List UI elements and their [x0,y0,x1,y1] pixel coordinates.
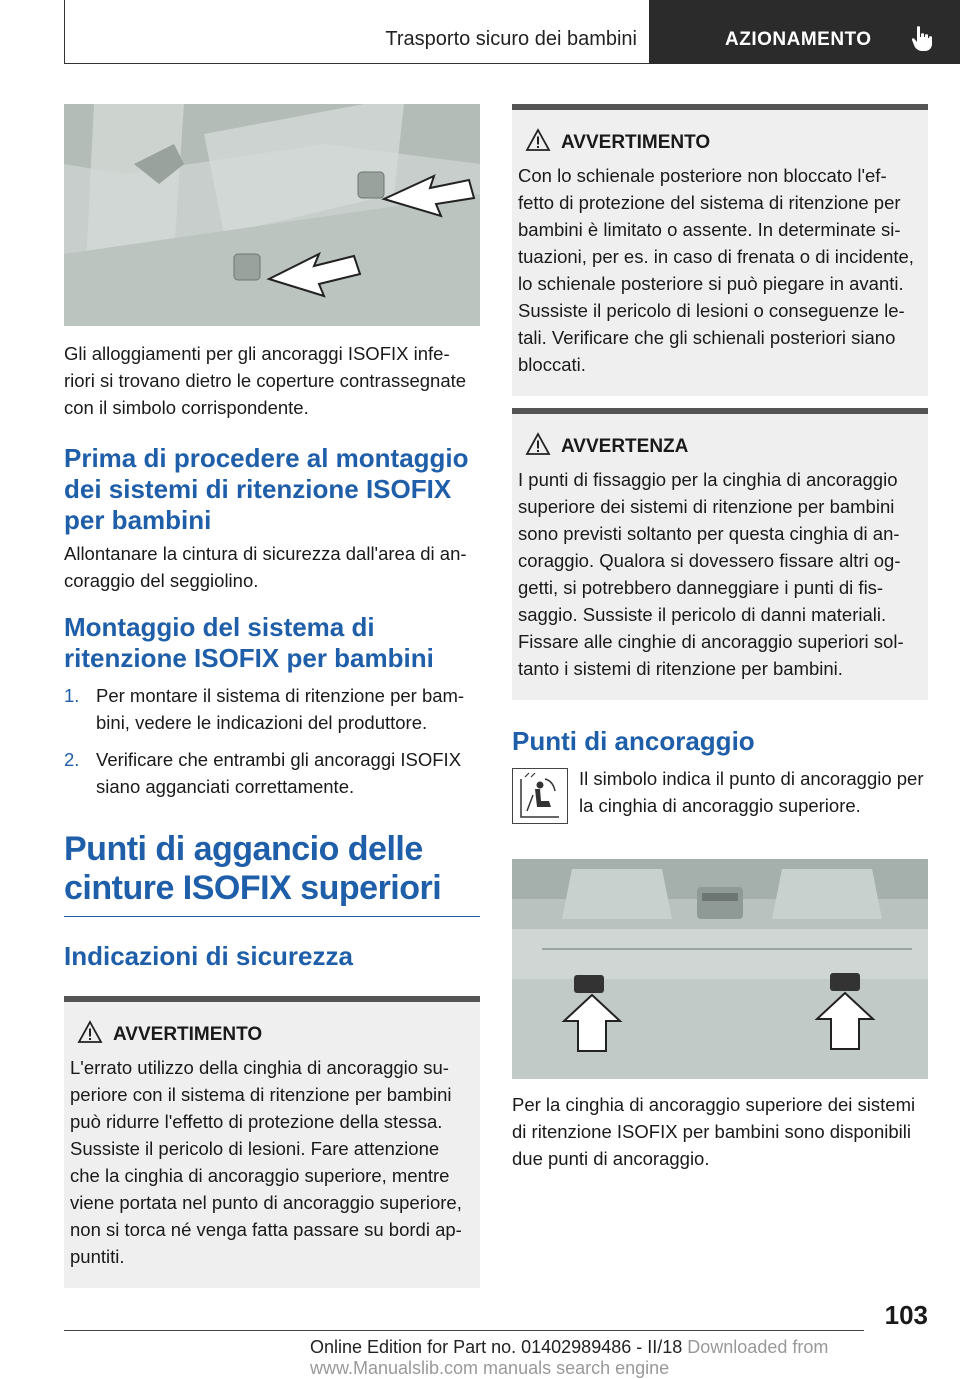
anchor-symbol-text: Il simbolo indica il punto di ancoraggio per la cinghia di ancoraggio superiore. [579,768,924,816]
heading-punti-ancoraggio: Punti di ancoraggio [512,726,755,756]
chapter-title: AZIONAMENTO [725,29,872,50]
step-item [64,682,480,736]
notice-title: AVVERTENZA [561,436,689,457]
heading-rule [64,916,480,917]
steps-list [64,682,480,800]
warning-title: AVVERTIMENTO [561,132,711,153]
edition-text: Online Edition for Part no. 01402989486 - II/18 [310,1337,683,1357]
notice-title-row [518,434,920,462]
paragraph-prima-montaggio: Allontanare la cintura di sicurezza dall'area di an-coraggio del seggiolino. [64,543,467,591]
heading-sicurezza: Indicazioni di sicurezza [64,941,353,971]
warning-triangle-icon [525,432,551,456]
rear-seat-illustration [512,859,928,1079]
heading-prima-montaggio: Prima di procedere al montaggio dei sistemi di ritenzione ISOFIX per bambini [64,443,469,535]
page-header [64,0,960,64]
warning-title-row [70,1022,472,1050]
step-number: 2. [64,749,80,770]
step-item [64,746,480,800]
warning-text: L'errato utilizzo della cinghia di ancoraggio su-periore con il sistema di ritenzione per bambini può ridurre l'effetto di protezione della stessa. Sussiste il pericolo di lesioni. Fare attenzione che la cinghia di ancoraggio superiore, mentre viene portata nel punto di ancoraggio superiore, non si torca né venga fatta passare su bordi ap-puntiti. [70,1057,462,1267]
step-number: 1. [64,685,80,706]
left-column [64,104,480,1288]
figure2-caption: Per la cinghia di ancoraggio superiore dei sistemi di ritenzione ISOFIX per bambini sono disponibili due punti di ancoraggio. [512,1094,916,1169]
section-title: Trasporto sicuro dei bambini [385,28,637,50]
site-text: Downloaded from www.Manualslib.com manuals search engine [310,1337,829,1378]
footer-edition-line [310,1337,960,1379]
right-column [512,104,928,1172]
heading-montaggio: Montaggio del sistema di ritenzione ISOFIX per bambini [64,612,434,673]
warning-text: Con lo schienale posteriore non bloccato l'ef-fetto di protezione del sistema di ritenzione per bambini è limitato o assente. In determinate si-tuazioni, per es. in caso di frenata o di incidente, lo schienale posteriore si può piegare in avanti. Sussiste il pericolo di lesioni o conseguenze le-tali. Verificare che gli schienali posteriori siano bloccati. [518,165,914,375]
pointing-hand-icon [911,26,933,52]
seat-illustration [64,104,480,326]
page-number: 103 [884,1300,928,1330]
section-tab [64,0,649,64]
warning-box [64,996,480,1288]
step-text: Verificare che entrambi gli ancoraggi ISOFIX siano agganciati correttamente. [96,749,462,797]
notice-box [512,408,928,700]
warning-title: AVVERTIMENTO [113,1024,263,1045]
top-tether-anchor-image [512,859,928,1079]
warning-title-row [518,130,920,158]
heading-punti-aggancio: Punti di aggancio delle cinture ISOFIX superiori [64,830,442,907]
notice-text: I punti di fissaggio per la cinghia di ancoraggio superiore dei sistemi di ritenzione per bambini sono previsti soltanto per questa cinghia di an-coraggio. Qualora si dovessero fissare altri og-getti, si potrebbero danneggiare i punti di fis-saggio. Sussiste il pericolo di danni materiali. Fissare alle cinghie di ancoraggio superiori sol-tanto i sistemi di ritenzione per bambini. [518,469,904,679]
child-seat-anchor-icon [512,768,568,824]
warning-box [512,104,928,396]
anchor-symbol-row [512,765,928,847]
warning-triangle-icon [525,128,551,152]
isofix-anchor-seat-image [64,104,480,326]
figure1-caption: Gli alloggiamenti per gli ancoraggi ISOFIX infe-riori si trovano dietro le coperture contrassegnate con il simbolo corrispondente. [64,343,467,418]
footer-rule [64,1330,864,1331]
step-text: Per montare il sistema di ritenzione per bam-bini, vedere le indicazioni del produttore. [96,685,465,733]
chapter-tab [649,0,960,64]
warning-triangle-icon [77,1020,103,1044]
